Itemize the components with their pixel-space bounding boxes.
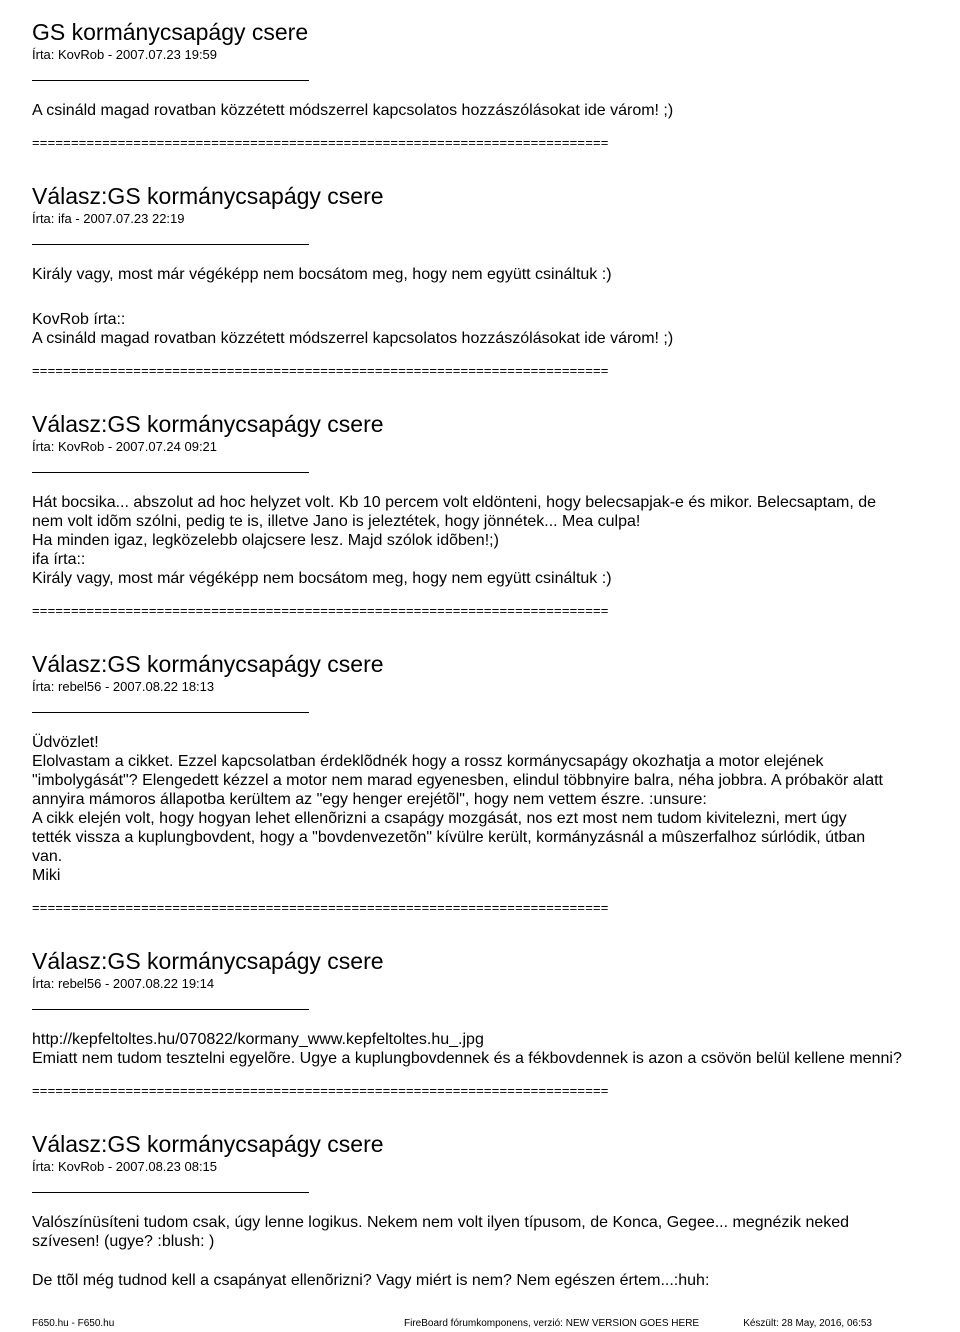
forum-thread <box>32 16 952 1290</box>
post-meta: Írta: rebel56 - 2007.08.22 18:13 <box>32 679 215 694</box>
post-body: Valószínüsíteni tudom csak, úgy lenne logikus. Nekem nem volt ilyen típusom, de Konca, Gegee... megnézik neked szívesen! (ugye? :blush: ) <box>32 1214 850 1250</box>
divider <box>32 244 309 245</box>
post-separator: ========================================================================== <box>32 603 609 618</box>
divider <box>32 1009 309 1010</box>
post-body: Üdvözlet! Elolvastam a cikket. Ezzel kapcsolatban érdeklõdnék hogy a rossz kormánycsapágy okozhatja a motor elejének "imbolygását"? Elengedett kézzel a motor nem marad egyenesben, elindul többnyire balra, néha jobbra. A próbakör alatt annyira mámoros állapotba kerültem az "egy henger erejétõl", hogy nem vettem észre. :unsure: A cikk elején volt, hogy hogyan lehet ellenõrizni a csapágy mozgását, nos ezt most nem tudom kivitelezni, mert úgy tették vissza a kuplungbovdent, hogy a "bovdenvezetõn" kívülre került, kormányzásnál a mûszerfalhoz súrlódik, útban van. Miki <box>32 734 883 884</box>
forum-post <box>32 182 952 378</box>
footer-site: F650.hu - F650.hu <box>32 1318 115 1329</box>
post-separator: ========================================================================== <box>32 1083 609 1098</box>
post-body: Hát bocsika... abszolut ad hoc helyzet volt. Kb 10 percem volt eldönteni, hogy belecsapjak-e és mikor. Belecsaptam, de nem volt idõm szólni, pedig te is, illetve Jano is jeleztétek, hogy jönnétek... Mea culpa! Ha minden igaz, legközelebb olajcsere lesz. Majd szólok idõben!;) ifa írta:: Király vagy, most már végéképp nem bocsátom meg, hogy nem együtt csináltuk :) <box>32 494 877 587</box>
post-meta: Írta: KovRob - 2007.07.24 09:21 <box>32 439 218 454</box>
post-meta: Írta: KovRob - 2007.07.23 19:59 <box>32 47 218 62</box>
forum-post <box>32 947 952 1098</box>
divider <box>32 712 309 713</box>
post-separator: ========================================================================== <box>32 135 609 150</box>
post-separator: ========================================================================== <box>32 363 609 378</box>
post-title: GS kormánycsapágy csere <box>32 19 309 45</box>
post-title: Válasz:GS kormánycsapágy csere <box>32 948 384 974</box>
divider <box>32 80 309 81</box>
divider <box>32 472 309 473</box>
forum-post <box>32 650 952 915</box>
forum-post <box>32 1130 952 1290</box>
post-body: A csináld magad rovatban közzétett módszerrel kapcsolatos hozzászólásokat ide várom! ;) <box>32 102 674 119</box>
quoted-text: KovRob írta:: A csináld magad rovatban közzétett módszerrel kapcsolatos hozzászólásokat ide várom! ;) <box>32 311 674 347</box>
post-body: Király vagy, most már végéképp nem bocsátom meg, hogy nem együtt csináltuk :) <box>32 266 612 283</box>
forum-post <box>32 18 952 150</box>
footer-component: FireBoard fórumkomponens, verzió: NEW VERSION GOES HERE <box>404 1318 700 1329</box>
post-separator: ========================================================================== <box>32 900 609 915</box>
footer-timestamp: Készült: 28 May, 2016, 06:53 <box>743 1318 872 1329</box>
post-meta: Írta: KovRob - 2007.08.23 08:15 <box>32 1159 218 1174</box>
post-title: Válasz:GS kormánycsapágy csere <box>32 183 384 209</box>
post-meta: Írta: rebel56 - 2007.08.22 19:14 <box>32 976 215 991</box>
post-title: Válasz:GS kormánycsapágy csere <box>32 411 384 437</box>
post-meta: Írta: ifa - 2007.07.23 22:19 <box>32 211 185 226</box>
post-title: Válasz:GS kormánycsapágy csere <box>32 1131 384 1157</box>
forum-post <box>32 410 952 618</box>
post-body: http://kepfeltoltes.hu/070822/kormany_www.kepfeltoltes.hu_.jpg Emiatt nem tudom tesztelni egyelõre. Ugye a kuplungbovdennek és a fékbovdennek is azon a csövön belül kellene menni? <box>32 1031 902 1067</box>
post-title: Válasz:GS kormánycsapágy csere <box>32 651 384 677</box>
post-body: De ttõl még tudnod kell a csapányat ellenõrizni? Vagy miért is nem? Nem egészen értem...:huh: <box>32 1272 710 1289</box>
divider <box>32 1192 309 1193</box>
